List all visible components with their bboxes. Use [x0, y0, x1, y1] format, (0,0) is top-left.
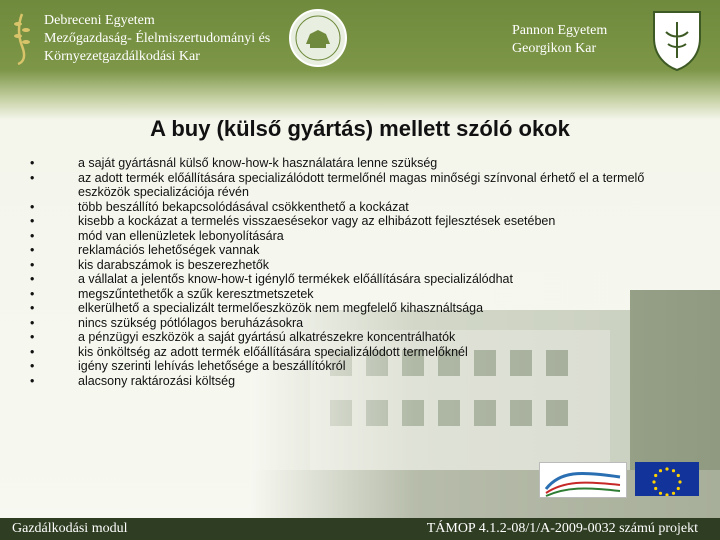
bullet-dot: • [30, 214, 35, 228]
list-item [30, 229, 670, 244]
list-item [30, 258, 670, 273]
bullet-dot: • [30, 228, 35, 243]
list-item [30, 359, 670, 374]
bullet-dot: • [30, 257, 35, 272]
bullet-dot: • [30, 315, 35, 330]
bullet-dot: • [30, 243, 35, 257]
bullet-text: kis darabszámok is beszerezhetők [78, 257, 270, 272]
list-item [30, 171, 670, 200]
faculty-left-line: Mezőgazdaság- Élelmiszertudományi és [44, 31, 271, 46]
faculty-seal-icon [288, 8, 348, 68]
uj-magyarorszag-logo-icon [539, 462, 627, 498]
list-item [30, 316, 670, 331]
bullet-text: reklamációs lehetőségek vannak [78, 243, 260, 257]
bullet-dot: • [30, 156, 35, 170]
bullet-list [30, 156, 670, 388]
bullet-text: a pénzügyi eszközök a saját gyártású alkatrészekre koncentrálhatók [78, 330, 456, 344]
list-item [30, 214, 670, 229]
bullet-dot: • [30, 330, 35, 344]
eu-funding-badges [535, 462, 715, 518]
bullet-text: a saját gyártásnál külső know-how-k használatára lenne szükség [78, 156, 438, 170]
faculty-name-right [512, 22, 607, 58]
bullet-text: nincs szükség pótlólagos beruházásokra [78, 315, 304, 330]
list-item [30, 301, 670, 316]
slide-title: A buy (külső gyártás) mellett szóló okok [150, 116, 570, 141]
bullet-text: igény szerinti lehívás lehetősége a beszállítókról [78, 359, 346, 373]
bullet-dot: • [30, 170, 35, 185]
footer-bar [0, 518, 720, 540]
footer-project-id: TÁMOP 4.1.2-08/1/A-2009-0032 számú projekt [426, 521, 698, 536]
bullet-dot: • [30, 373, 35, 388]
footer-module-name: Gazdálkodási modul [12, 521, 128, 536]
bullet-dot: • [30, 344, 35, 359]
wheat-logo-icon [8, 10, 36, 66]
faculty-right-line: Georgikon Kar [512, 41, 597, 56]
list-item [30, 374, 670, 389]
bullet-dot: • [30, 272, 35, 286]
bullet-text: az adott termék előállítására specializálódott termelőnél magas minőségi színvonal érhető el a termelő eszközök specializációja révén [78, 170, 645, 199]
bullet-dot: • [30, 199, 35, 214]
list-item [30, 243, 670, 258]
bullet-text: alacsony raktározási költség [78, 373, 236, 388]
university-crest-icon [648, 8, 706, 72]
list-item [30, 272, 670, 287]
list-item [30, 345, 670, 360]
bullet-dot: • [30, 301, 35, 315]
faculty-name-left [44, 12, 270, 66]
faculty-left-line: Környezetgazdálkodási Kar [44, 49, 200, 64]
list-item [30, 330, 670, 345]
list-item [30, 200, 670, 215]
bullet-dot: • [30, 286, 35, 301]
header-band [0, 0, 720, 78]
list-item [30, 156, 670, 171]
bullet-text: mód van ellenüzletek lebonyolítására [78, 228, 284, 243]
bullet-text: kis önköltség az adott termék előállítására specializálódott termelőknél [78, 344, 468, 359]
faculty-right-line: Pannon Egyetem [512, 23, 608, 38]
bullet-dot: • [30, 359, 35, 373]
bullet-text: megszűntethetők a szűk keresztmetszetek [78, 286, 314, 301]
bullet-text: a vállalat a jelentős know-how-t igénylő termékek előállítására specializálódhat [78, 272, 513, 286]
list-item [30, 287, 670, 302]
bullet-text: kisebb a kockázat a termelés visszaesésekor vagy az elhibázott fejlesztések esetében [78, 214, 556, 228]
faculty-left-line: Debreceni Egyetem [44, 13, 155, 28]
bullet-text: több beszállító bekapcsolódásával csökkenthető a kockázat [78, 199, 409, 214]
eu-flag-icon [635, 462, 699, 496]
bullet-text: elkerülhető a specializált termelőeszközök nem megfelelő kihasználtsága [78, 301, 484, 315]
